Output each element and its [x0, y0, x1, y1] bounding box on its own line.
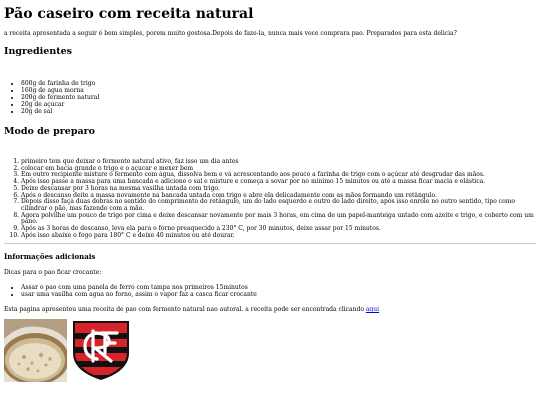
list-item: 2. colocar em bacia grande o trigo e o açucar e mexer bem — [21, 166, 536, 173]
tips-list — [4, 284, 536, 298]
list-item: 10. Após isso abaixe o fogo para 180° C e deixe 40 minutos ou até dourar. — [21, 233, 536, 240]
club-crest — [71, 319, 131, 382]
list-item: • usar uma vasilha com agua no forno, assim o vapor faz a casca ficar crocante — [21, 291, 536, 298]
ingredients-list — [4, 80, 536, 115]
source-text: Esta pagina apresentou uma receita de pao com fermento natural nao autoral. a receita pode ser encontrada clicando — [4, 306, 366, 314]
tips-intro: Dicas para o pao ficar crocante: — [4, 269, 102, 277]
list-item: 5. Deixe descansar por 3 horas na mesma vasilha untada com trigo. — [21, 186, 536, 193]
list-item: • 20g de sal — [21, 108, 536, 115]
method-heading: Modo de preparo — [4, 126, 95, 137]
list-item: • 20g de açucar — [21, 101, 536, 108]
list-item: 7. Depois disso faça duas dobras no sentido do comprimento do retângulo, um do lado esquerdo e outro do lado direito, após isso enrole no outro sentido, tipo como cilindrar o pão, mas fazendo com a mão. — [21, 199, 536, 212]
bread-photo — [4, 319, 67, 382]
list-item: 8. Agora polvilhe um pouco de trigo por cima e deixe descansar novamente por mais 3 horas, em cima de um papel-manteiga untado com azeite e trigo, e coberto com um pano. — [21, 213, 536, 226]
intro-paragraph: a receita apresentada a seguir é bem simples, porem muito gostosa.Depois de faze-la, nunca mais voce comprara pao. Preparados para esta delicia? — [4, 30, 457, 37]
list-item: • Assar o pao com uma panela de ferro com tampa nos primeiros 15minutos — [21, 284, 536, 291]
list-item: 9. Após as 3 horas de descanso, leva ela para o forno preaquecido a 230° C, por 30 minutos, deixe assar por 15 minutos. — [21, 226, 536, 233]
method-steps-list — [4, 159, 536, 239]
list-item: 1. primeiro tem que deixar o fermento natural ativo, faz isso um dia antes — [21, 159, 536, 166]
ingredients-heading: Ingredientes — [4, 46, 73, 57]
source-paragraph — [4, 306, 536, 313]
section-divider — [4, 243, 536, 244]
source-link[interactable]: aqui — [365, 306, 380, 314]
page-title: Pão caseiro com receita natural — [4, 6, 254, 22]
list-item: • 800g de farinha de trigo — [21, 80, 536, 87]
list-item: • 200g de fermento natural — [21, 94, 536, 101]
list-item: • 160g de agua morna — [21, 87, 536, 94]
list-item: 4. Após isso passe a massa para uma bancada e adicione o sal e misture e começa a sovar por no mínimo 15 minutos ou até a massa ficar macia e elástica. — [21, 179, 536, 186]
list-item: 6. Após o descanso deite a massa novamente na bancada untada com trigo e abre ela delicadamente com as mãos formando um retângulo. — [21, 193, 536, 200]
list-item: 3. Em outro recipiente misture o fermento com água, dissolva bem e vá acrescentando aos pouco a farinha de trigo com o açúcar até desgrudar das mãos. — [21, 172, 536, 179]
extra-info-heading: Informações adicionais — [4, 252, 96, 262]
image-row — [4, 319, 536, 382]
bread-illustration — [4, 319, 67, 382]
crest-icon — [71, 319, 131, 382]
